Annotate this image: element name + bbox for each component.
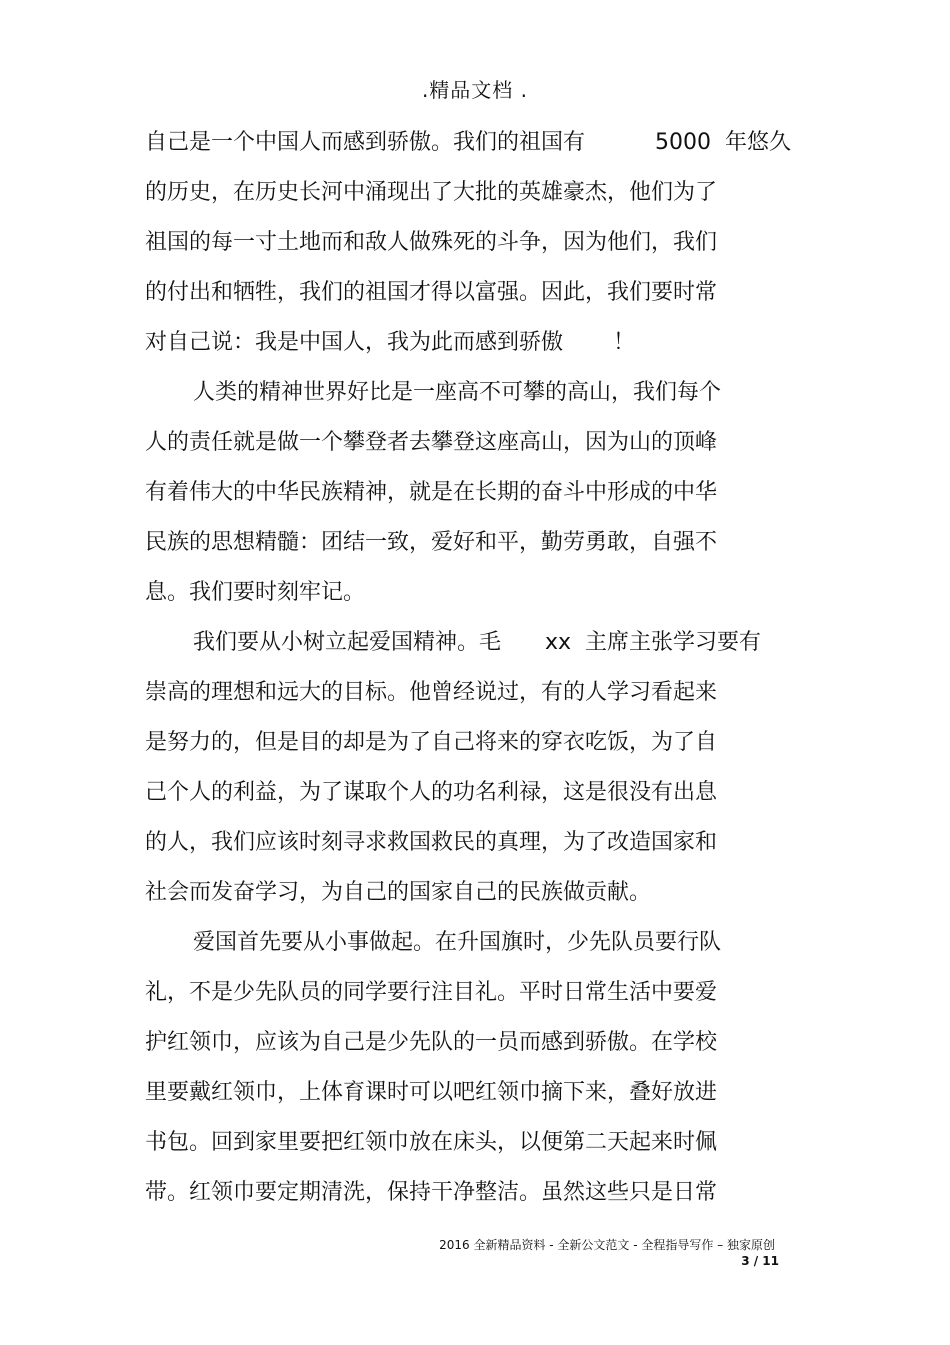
text-line: 有着伟大的中华民族精神，就是在长期的奋斗中形成的中华: [145, 480, 718, 505]
text-line: [145, 326, 815, 376]
text-line: 社会而发奋学习，为自己的国家自己的民族做贡献。: [145, 880, 652, 905]
text-line: 祖国的每一寸土地而和敌人做殊死的斗争，因为他们，我们: [145, 230, 718, 255]
page-footer: 2016 全新精品资料 - 全新公文范文 - 全程指导写作 – 独家原创: [439, 1238, 775, 1252]
text-line: 的人，我们应该时刻寻求救国救民的真理，为了改造国家和: [145, 830, 718, 855]
line-text: 我们要从小树立起爱国精神。毛: [193, 630, 502, 655]
text-line-indented: 爱国首先要从小事做起。在升国旗时，少先队员要行队: [193, 930, 722, 955]
line-text: 对自己说：我是中国人，我为此而感到骄傲: [145, 330, 564, 355]
line-tail: 5000 年悠久: [655, 130, 791, 155]
text-line: 人的责任就是做一个攀登者去攀登这座高山，因为山的顶峰: [145, 430, 718, 455]
line-text: 自己是一个中国人而感到骄傲。我们的祖国有: [145, 130, 586, 155]
text-line: 崇高的理想和远大的目标。他曾经说过，有的人学习看起来: [145, 680, 718, 705]
text-line: 带。红领巾要定期清洗，保持干净整洁。虽然这些只是日常: [145, 1180, 718, 1205]
text-line: 息。我们要时刻牢记。: [145, 580, 366, 605]
text-line: 礼，不是少先队员的同学要行注目礼。平时日常生活中要爱: [145, 980, 718, 1005]
document-body: [145, 126, 815, 1226]
line-tail: ！: [613, 330, 636, 355]
text-line: 是努力的，但是目的却是为了自己将来的穿衣吃饭，为了自: [145, 730, 718, 755]
text-line: 己个人的利益，为了谋取个人的功名利禄，这是很没有出息: [145, 780, 718, 805]
text-line: 民族的思想精髓：团结一致，爱好和平，勤劳勇敢，自强不: [145, 530, 718, 555]
text-line: 书包。回到家里要把红领巾放在床头，以便第二天起来时佩: [145, 1130, 718, 1155]
text-line: 的付出和牺牲，我们的祖国才得以富强。因此，我们要时常: [145, 280, 718, 305]
text-line: 的历史，在历史长河中涌现出了大批的英雄豪杰，他们为了: [145, 180, 718, 205]
document-header-title: .精品文档 .: [421, 78, 529, 102]
page-number: 3 / 11: [741, 1254, 779, 1268]
text-line: 护红领巾，应该为自己是少先队的一员而感到骄傲。在学校: [145, 1030, 718, 1055]
text-line-indented: 人类的精神世界好比是一座高不可攀的高山，我们每个: [193, 380, 722, 405]
text-line: [145, 126, 815, 176]
text-line: 里要戴红领巾，上体育课时可以吧红领巾摘下来，叠好放进: [145, 1080, 718, 1105]
text-line-indented: [145, 626, 815, 676]
line-tail: xx 主席主张学习要有: [545, 630, 762, 655]
